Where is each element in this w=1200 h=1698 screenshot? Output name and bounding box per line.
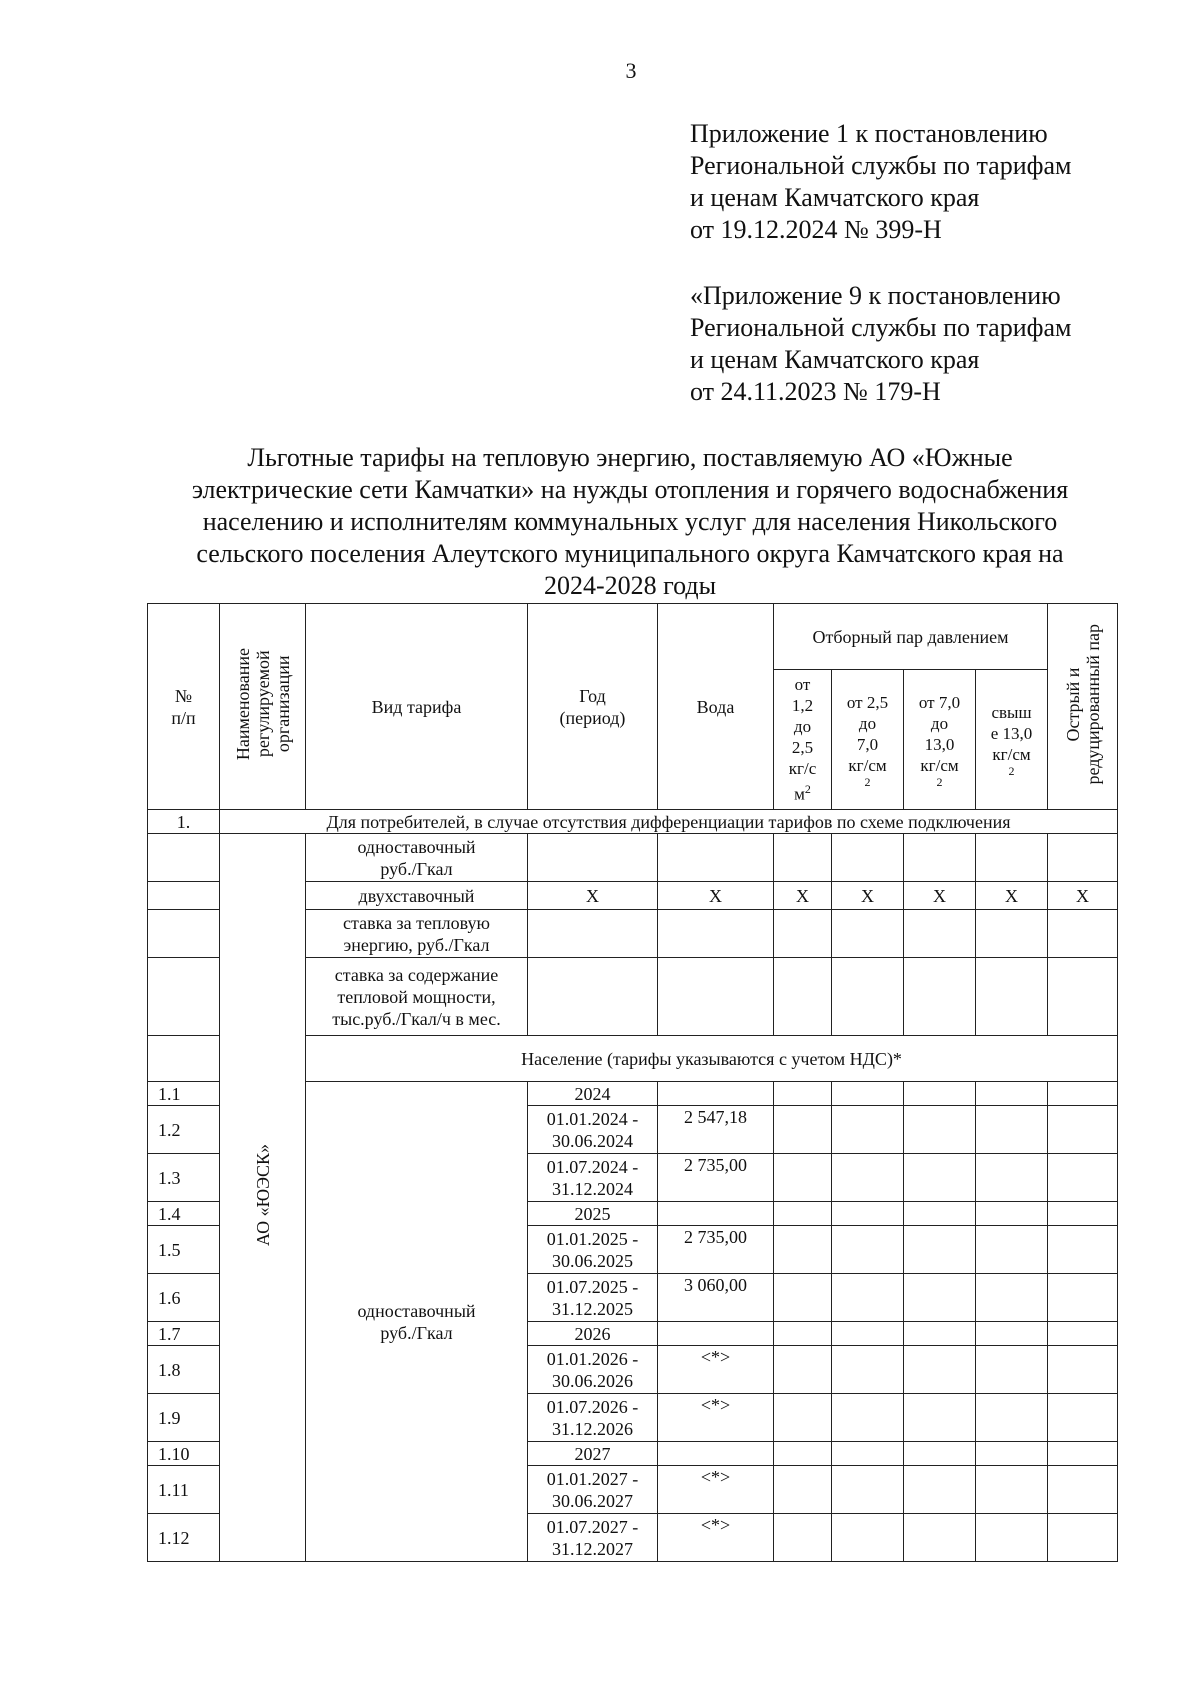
cell-empty <box>904 1322 976 1346</box>
cell-empty <box>1048 1106 1118 1154</box>
document-title <box>140 442 1120 602</box>
cell-empty <box>904 1154 976 1202</box>
cell-empty <box>832 1202 904 1226</box>
cell-empty <box>774 1322 832 1346</box>
cell-empty <box>1048 1226 1118 1274</box>
annex-line: от 24.11.2023 № 179-Н <box>690 377 941 406</box>
cell-empty <box>904 1226 976 1274</box>
cell-empty <box>832 1106 904 1154</box>
cell-empty <box>832 1274 904 1322</box>
cell-empty <box>774 1154 832 1202</box>
cell-empty <box>976 1322 1048 1346</box>
row-water: <*> <box>658 1346 774 1394</box>
section-number: 1. <box>148 810 220 834</box>
row-number: 1.2 <box>148 1106 220 1154</box>
cell-empty <box>976 1154 1048 1202</box>
cell-empty <box>976 1274 1048 1322</box>
cell-empty <box>1048 1082 1118 1106</box>
row-water: 2 735,00 <box>658 1154 774 1202</box>
row-number: 1.5 <box>148 1226 220 1274</box>
annex-line: и ценам Камчатского края <box>690 183 980 212</box>
row-number: 1.1 <box>148 1082 220 1106</box>
row-number: 1.9 <box>148 1394 220 1442</box>
row-number: 1.12 <box>148 1514 220 1562</box>
row-water: <*> <box>658 1394 774 1442</box>
annex-line: от 19.12.2024 № 399-Н <box>690 215 942 244</box>
cell-empty <box>832 1154 904 1202</box>
header-period: Год (период) <box>528 604 658 810</box>
annex-line: Региональной службы по тарифам <box>690 151 1072 180</box>
org-name: АО «ЮЭСК» <box>252 1144 273 1246</box>
title-line: Льготные тарифы на тепловую энергию, поставляемую АО «Южные <box>247 443 1013 472</box>
page-number: 3 <box>625 58 637 83</box>
cell-empty <box>1048 1274 1118 1322</box>
x-mark: X <box>976 882 1048 910</box>
cell-empty <box>1048 1322 1118 1346</box>
annex-line: Региональной службы по тарифам <box>690 313 1072 342</box>
cell-empty <box>832 1394 904 1442</box>
tariff-energy-rate: ставка за тепловую энергию, руб./Гкал <box>306 910 528 958</box>
cell-empty <box>774 1106 832 1154</box>
cell-empty <box>774 1514 832 1562</box>
header-live-steam <box>1048 604 1118 810</box>
row-period: 01.07.2027 - 31.12.2027 <box>528 1514 658 1562</box>
row-period: 01.01.2027 - 30.06.2027 <box>528 1466 658 1514</box>
cell-empty <box>904 1082 976 1106</box>
header-steam-7-13: от 7,0 до 13,0 кг/см 2 <box>904 670 976 810</box>
cell-empty <box>976 1394 1048 1442</box>
cell-empty <box>832 1082 904 1106</box>
header-organization-text: Наименование регулируемой организации <box>232 647 293 761</box>
cell-empty <box>832 1442 904 1466</box>
tariff-capacity-rate: ставка за содержание тепловой мощности, тыс.руб./Гкал/ч в мес. <box>306 958 528 1036</box>
tariff-one-rate: одноставочный руб./Гкал <box>306 834 528 882</box>
cell-empty <box>774 1394 832 1442</box>
row-number: 1.8 <box>148 1346 220 1394</box>
row-number: 1.10 <box>148 1442 220 1466</box>
x-mark: X <box>774 882 832 910</box>
row-number: 1.11 <box>148 1466 220 1514</box>
population-tariff-type: одноставочный руб./Гкал <box>306 1082 528 1562</box>
row-period: 2026 <box>528 1322 658 1346</box>
title-line: электрические сети Камчатки» на нужды отопления и горячего водоснабжения <box>191 475 1069 504</box>
cell-empty <box>774 1346 832 1394</box>
row-water <box>658 1322 774 1346</box>
row-number: 1.7 <box>148 1322 220 1346</box>
cell-empty <box>832 1514 904 1562</box>
cell-empty <box>774 1226 832 1274</box>
tariff-two-rate: двухставочный <box>306 882 528 910</box>
annex-line: «Приложение 9 к постановлению <box>690 281 1061 310</box>
cell-empty <box>774 1466 832 1514</box>
row-number: 1.3 <box>148 1154 220 1202</box>
cell-empty <box>148 834 220 882</box>
header-live-steam-text: Острый и редуцированный пар <box>1062 623 1103 785</box>
header-steam-group: Отборный пар давлением <box>774 604 1048 670</box>
x-mark: X <box>1048 882 1118 910</box>
cell-empty <box>1048 1514 1118 1562</box>
row-period: 01.07.2025 - 31.12.2025 <box>528 1274 658 1322</box>
header-steam-over-13: свыш е 13,0 кг/см 2 <box>976 670 1048 810</box>
annex-line: Приложение 1 к постановлению <box>690 119 1048 148</box>
row-water: <*> <box>658 1466 774 1514</box>
row-water: 3 060,00 <box>658 1274 774 1322</box>
cell-empty <box>904 1106 976 1154</box>
cell-empty <box>904 1514 976 1562</box>
row-water <box>658 1442 774 1466</box>
title-line: 2024-2028 годы <box>543 571 717 600</box>
annex-line: и ценам Камчатского края <box>690 345 980 374</box>
cell-empty <box>904 1466 976 1514</box>
cell-empty <box>904 1346 976 1394</box>
cell-empty <box>832 1226 904 1274</box>
row-period: 2024 <box>528 1082 658 1106</box>
row-period: 2027 <box>528 1442 658 1466</box>
header-number: № п/п <box>148 604 220 810</box>
header-steam-2-5-7: от 2,5 до 7,0 кг/см 2 <box>832 670 904 810</box>
row-period: 01.01.2024 - 30.06.2024 <box>528 1106 658 1154</box>
section-label: Для потребителей, в случае отсутствия дифференциации тарифов по схеме подключения <box>220 810 1118 834</box>
cell-empty <box>1048 1394 1118 1442</box>
cell-empty <box>832 1322 904 1346</box>
row-water <box>658 1082 774 1106</box>
row-period: 01.01.2025 - 30.06.2025 <box>528 1226 658 1274</box>
cell-empty <box>904 1394 976 1442</box>
population-label: Население (тарифы указываются с учетом НДС)* <box>306 1036 1118 1082</box>
cell-empty <box>1048 1346 1118 1394</box>
cell-empty <box>1048 1202 1118 1226</box>
row-water: 2 735,00 <box>658 1226 774 1274</box>
cell-empty <box>904 1274 976 1322</box>
cell-empty <box>976 1082 1048 1106</box>
cell-empty <box>832 1346 904 1394</box>
cell-empty <box>774 1082 832 1106</box>
row-water: 2 547,18 <box>658 1106 774 1154</box>
title-line: населению и исполнителям коммунальных услуг для населения Никольского <box>202 507 1058 536</box>
cell-empty <box>832 1466 904 1514</box>
x-mark: X <box>528 882 658 910</box>
header-tariff-type: Вид тарифа <box>306 604 528 810</box>
cell-empty <box>904 1442 976 1466</box>
cell-empty <box>976 1346 1048 1394</box>
tariff-table <box>147 603 1118 1562</box>
row-water <box>658 1202 774 1226</box>
title-line: сельского поселения Алеутского муниципального округа Камчатского края на <box>196 539 1064 568</box>
annex-reference-original <box>690 280 1071 408</box>
row-period: 01.07.2026 - 31.12.2026 <box>528 1394 658 1442</box>
x-mark: X <box>832 882 904 910</box>
header-steam-1-2-5: от 1,2 до 2,5 кг/с $м^2$ <box>774 670 832 810</box>
cell-empty <box>976 1514 1048 1562</box>
cell-empty <box>1048 1442 1118 1466</box>
cell-empty <box>976 1442 1048 1466</box>
cell-empty <box>904 1202 976 1226</box>
org-cell <box>220 834 306 1562</box>
cell-empty <box>976 1466 1048 1514</box>
header-organization <box>220 604 306 810</box>
x-mark: X <box>904 882 976 910</box>
cell-empty <box>774 1442 832 1466</box>
row-period: 01.07.2024 - 31.12.2024 <box>528 1154 658 1202</box>
cell-empty <box>1048 1466 1118 1514</box>
cell-empty <box>976 1106 1048 1154</box>
annex-reference-current <box>690 118 1071 246</box>
x-mark: X <box>658 882 774 910</box>
row-period: 2025 <box>528 1202 658 1226</box>
row-period: 01.01.2026 - 30.06.2026 <box>528 1346 658 1394</box>
cell-empty <box>976 1226 1048 1274</box>
row-number: 1.4 <box>148 1202 220 1226</box>
cell-empty <box>774 1202 832 1226</box>
row-number: 1.6 <box>148 1274 220 1322</box>
row-water: <*> <box>658 1514 774 1562</box>
header-water: Вода <box>658 604 774 810</box>
cell-empty <box>774 1274 832 1322</box>
cell-empty <box>976 1202 1048 1226</box>
cell-empty <box>1048 1154 1118 1202</box>
